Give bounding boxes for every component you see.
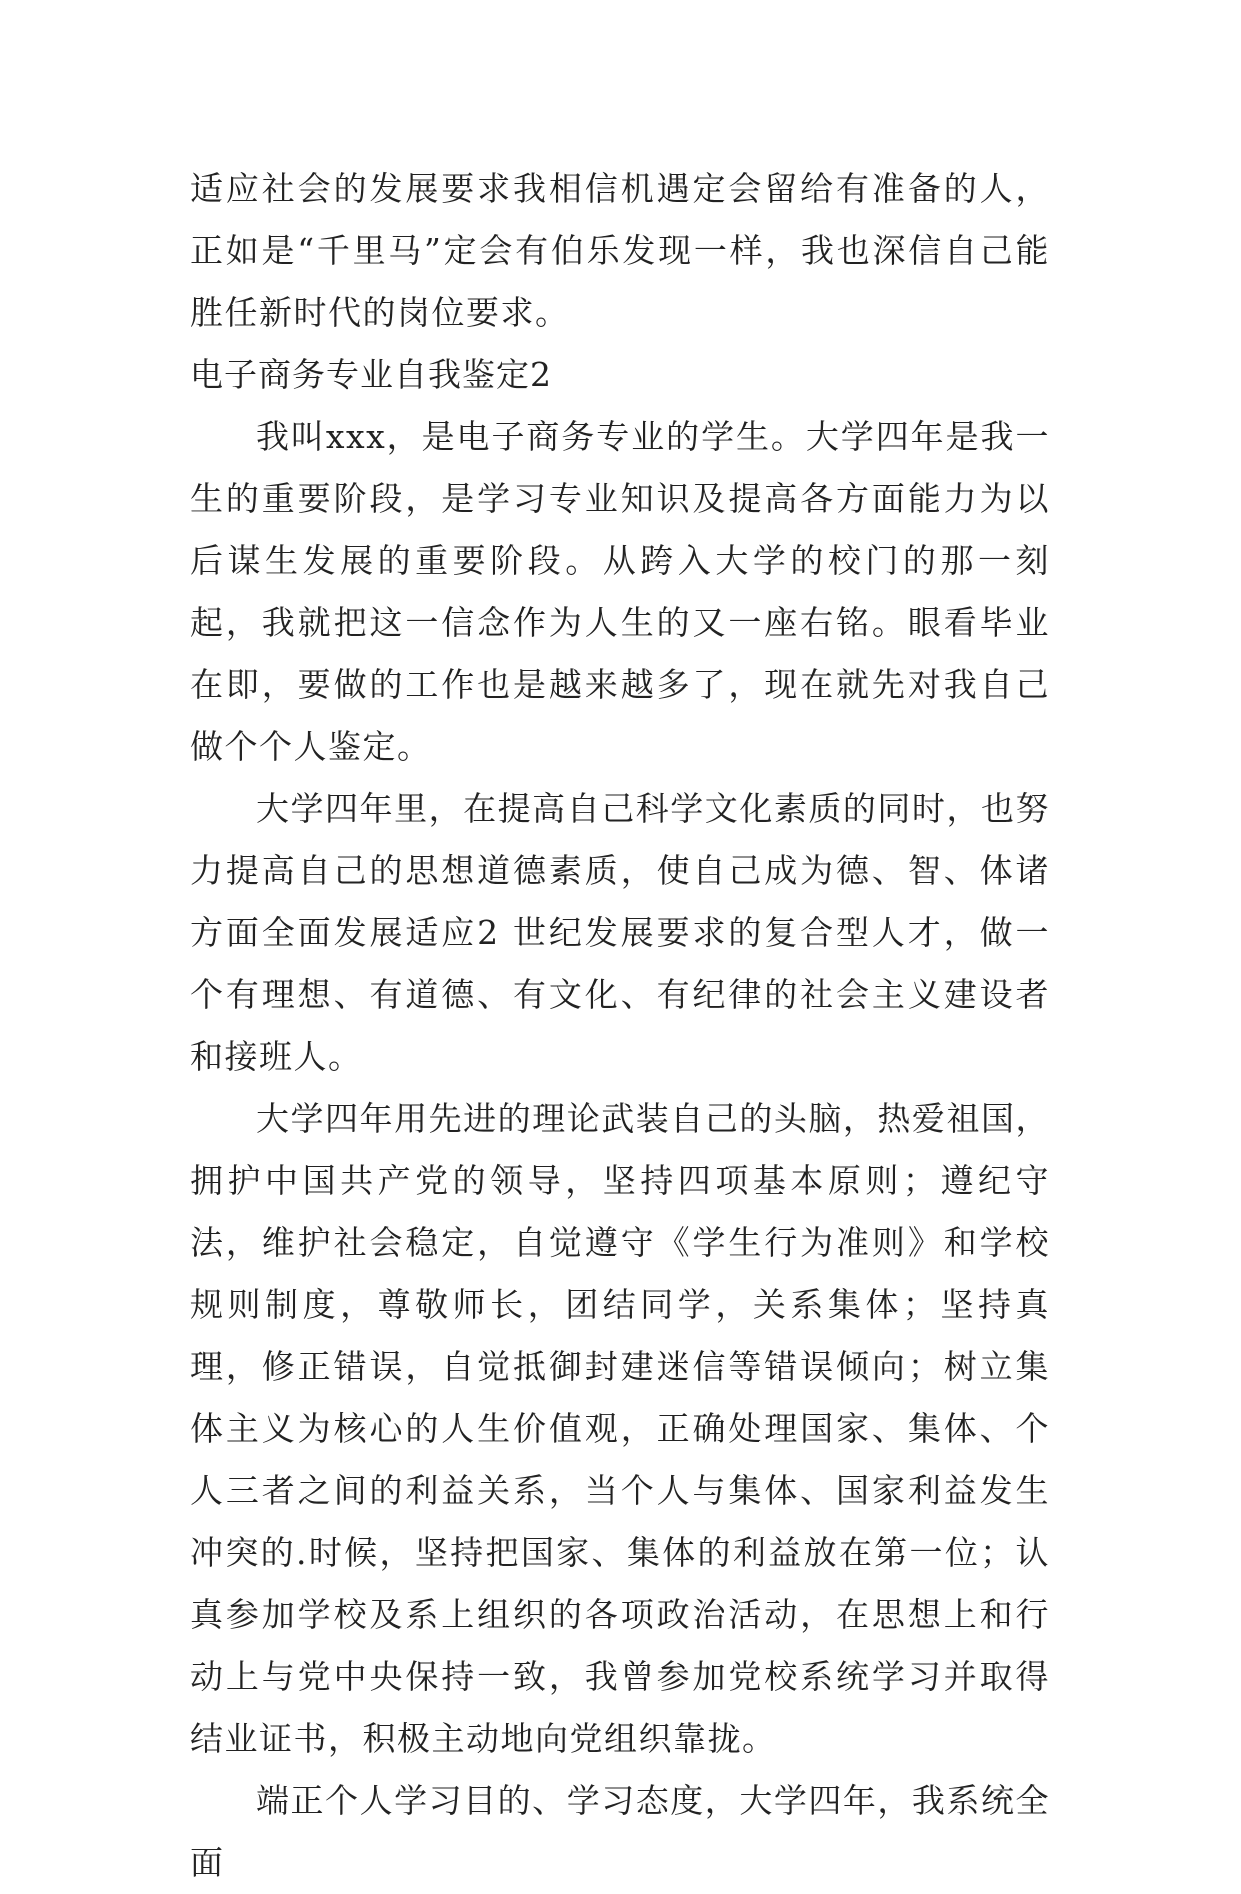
document-page [190,158,1050,1894]
section-heading: 电子商务专业自我鉴定2 [190,355,552,394]
paragraph-political: 大学四年用先进的理论武装自己的头脑，热爱祖国，拥护中国共产党的领导，坚持四项基本原则；遵纪守法，维护社会稳定，自觉遵守《学生行为准则》和学校规则制度，尊敬师长，团结同学，关系集体；坚持真理，修正错误，自觉抵御封建迷信等错误倾向；树立集体主义为核心的人生价值观，正确处理国家、集体、个人三者之间的利益关系，当个人与集体、国家利益发生冲突的.时候，坚持把国家、集体的利益放在第一位；认真参加学校及系上组织的各项政治活动，在思想上和行动上与党中央保持一致，我曾参加党校系统学习并取得结业证书，积极主动地向党组织靠拢。 [190,1099,1050,1758]
paragraph-quality: 大学四年里，在提高自己科学文化素质的同时，也努力提高自己的思想道德素质，使自己成为德、智、体诸方面全面发展适应2 世纪发展要求的复合型人才，做一个有理想、有道德、有文化、有纪律的社会主义建设者和接班人。 [190,789,1050,1076]
paragraph-continuation: 适应社会的发展要求我相信机遇定会留给有准备的人，正如是“千里马”定会有伯乐发现一样，我也深信自己能胜任新时代的岗位要求。 [190,169,1050,332]
paragraph-introduction: 我叫xxx，是电子商务专业的学生。大学四年是我一生的重要阶段，是学习专业知识及提高各方面能力为以后谋生发展的重要阶段。从跨入大学的校门的那一刻起，我就把这一信念作为人生的又一座右铭。眼看毕业在即，要做的工作也是越来越多了，现在就先对我自己做个个人鉴定。 [190,417,1050,766]
paragraph-study: 端正个人学习目的、学习态度，大学四年，我系统全面 [190,1781,1050,1882]
